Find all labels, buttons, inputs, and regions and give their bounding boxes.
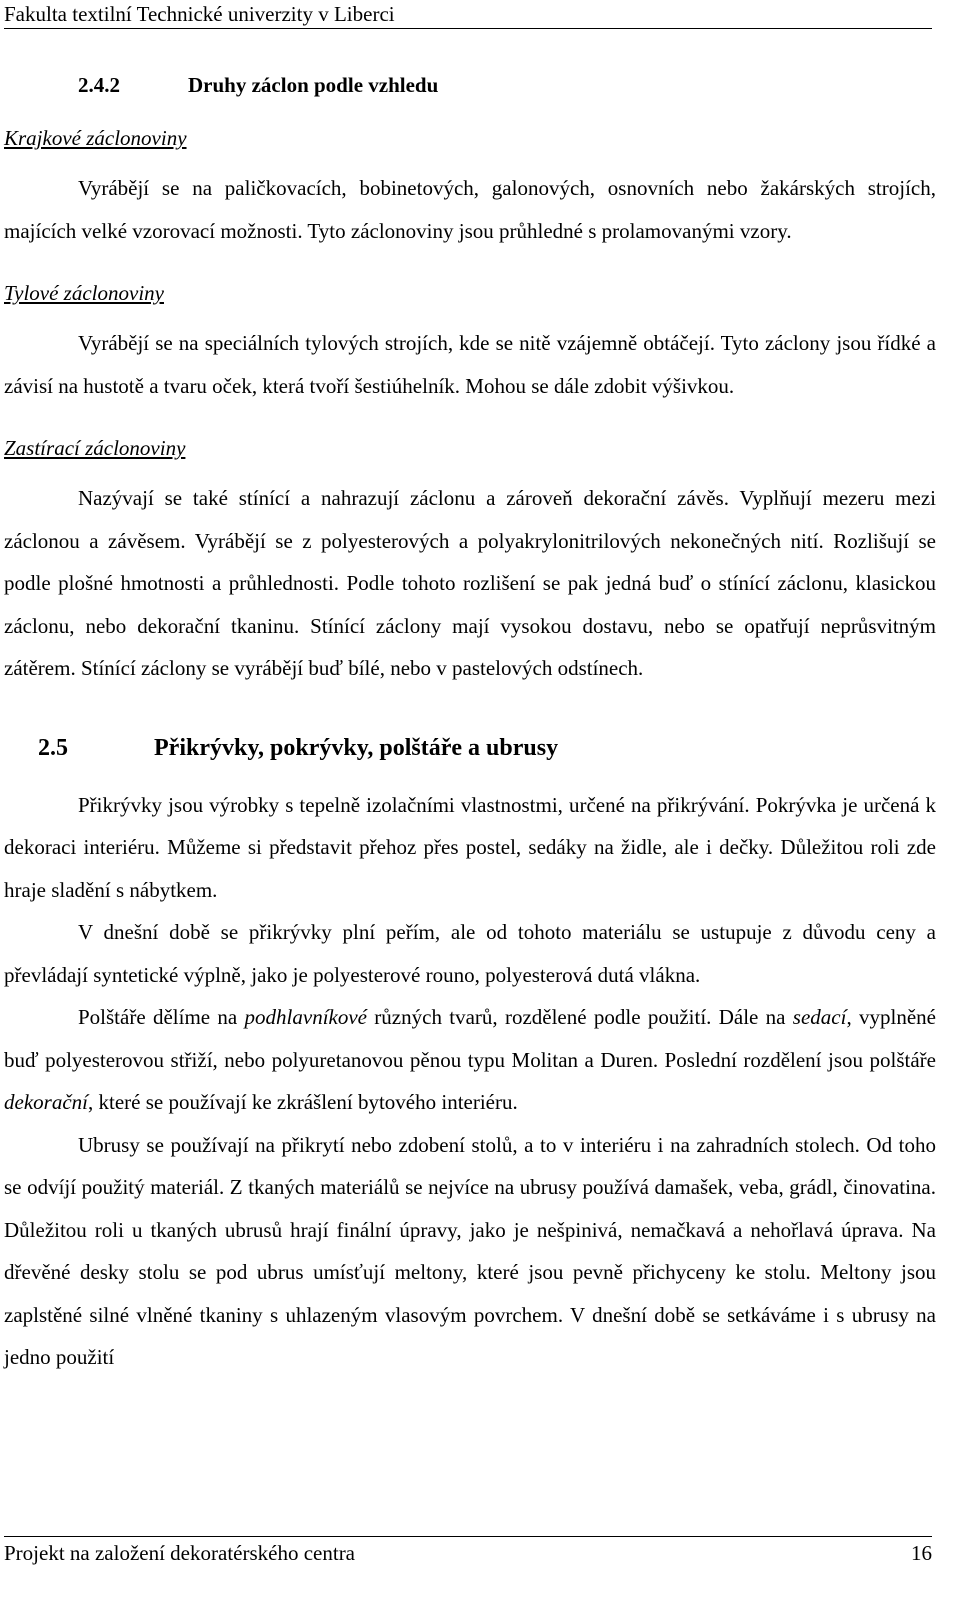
paragraph-peri: V dnešní době se přikrývky plní peřím, ale od tohoto materiálu se ustupuje z důvodu ceny a převládají syntetické výplně, jako je polyesterové rouno, polyesterová dutá vlákna. — [4, 920, 936, 987]
section-heading-2-4-2 — [78, 65, 936, 105]
paragraph-krajkove: Vyrábějí se na paličkovacích, bobinetových, galonových, osnovních nebo žakárských strojích, majících velké vzorovací možnosti. Tyto záclonoviny jsou průhledné s prolamovanými vzory. — [4, 176, 936, 243]
page-header — [4, 0, 932, 29]
paragraph-tylove: Vyrábějí se na speciálních tylových strojích, kde se nitě vzájemně obtáčejí. Tyto záclony jsou řídké a závisí na hustotě a tvaru oček, která tvoří šestiúhelník. Mohou se dále zdobit výšivkou. — [4, 331, 936, 398]
term-dekoracni: dekorační — [4, 1090, 88, 1114]
subheading-tylove: Tylové záclonoviny — [4, 281, 164, 305]
section-heading-2-5 — [38, 726, 936, 770]
paragraph-zastiraci: Nazývají se také stínící a nahrazují záclonu a zároveň dekorační závěs. Vyplňují mezeru mezi záclonou a závěsem. Vyrábějí se z polyesterových a polyakrylonitrilových nekonečných nití. Rozlišují se podle plošné hmotnosti a průhlednosti. Podle tohoto rozlišení se pak jedná buď o stínící záclonu, klasickou záclonu, nebo dekorační tkaninu. Stínící záclony mají vysokou dostavu, nebo se opatřují neprůsvitným zátěrem. Stínící záclony se vyrábějí buď bílé, nebo v pastelových odstínech. — [4, 486, 936, 680]
paragraph-ubrusy: Ubrusy se používají na přikrytí nebo zdobení stolů, a to v interiéru i na zahradních stolech. Od toho se odvíjí použitý materiál. Z tkaných materiálů se nejvíce na ubrusy používá damašek, veba, grádl, činovatina. Důležitou roli u tkaných ubrusů hrají finální úpravy, jako je nešpinivá, nemačkavá a nehořlavá úprava. Na dřevěné desky stolu se pod ubrus umísťují meltony, které jsou pevně přichyceny ke stolu. Meltony jsou zaplstěné silné vlněné tkaniny s uhlazeným vlasovým povrchem. V dnešní době se setkáváme i s ubrusy na jedno použití — [4, 1132, 936, 1369]
subheading-zastiraci: Zastírací záclonoviny — [4, 436, 186, 460]
section-number: 2.5 — [38, 734, 68, 761]
header-text: Fakulta textilní Technické univerzity v Liberci — [4, 2, 395, 26]
section-title: Druhy záclon podle vzhledu — [188, 73, 439, 97]
page-content — [4, 65, 936, 1379]
page-footer — [4, 1536, 932, 1569]
subheading-krajkove: Krajkové záclonoviny — [4, 126, 187, 150]
paragraph-polstare: Polštáře dělíme na podhlavníkové různých tvarů, rozdělené podle použití. Dále na sedací, vyplněné buď polyesterovou střiží, nebo polyuretanovou pěnou typu Molitan a Duren. Poslední rozdělení jsou polštáře dekorační, které se používají ke zkrášlení bytového interiéru. — [4, 1005, 936, 1114]
section-title: Přikrývky, pokrývky, polštáře a ubrusy — [154, 734, 559, 761]
footer-title: Projekt na založení dekoratérského centra — [4, 1541, 356, 1565]
paragraph-prikryvky: Přikrývky jsou výrobky s tepelně izolačními vlastnostmi, určené na přikrývání. Pokrývka je určená k dekoraci interiéru. Můžeme si představit přehoz přes postel, sedáky na židle, ale i dečky. Důležitou roli zde hraje sladění s nábytkem. — [4, 792, 936, 902]
section-number: 2.4.2 — [78, 73, 120, 97]
term-podhlavnikove: podhlavníkové — [244, 1005, 367, 1029]
term-sedaci: sedací — [792, 1005, 847, 1029]
page-number: 16 — [911, 1541, 932, 1565]
